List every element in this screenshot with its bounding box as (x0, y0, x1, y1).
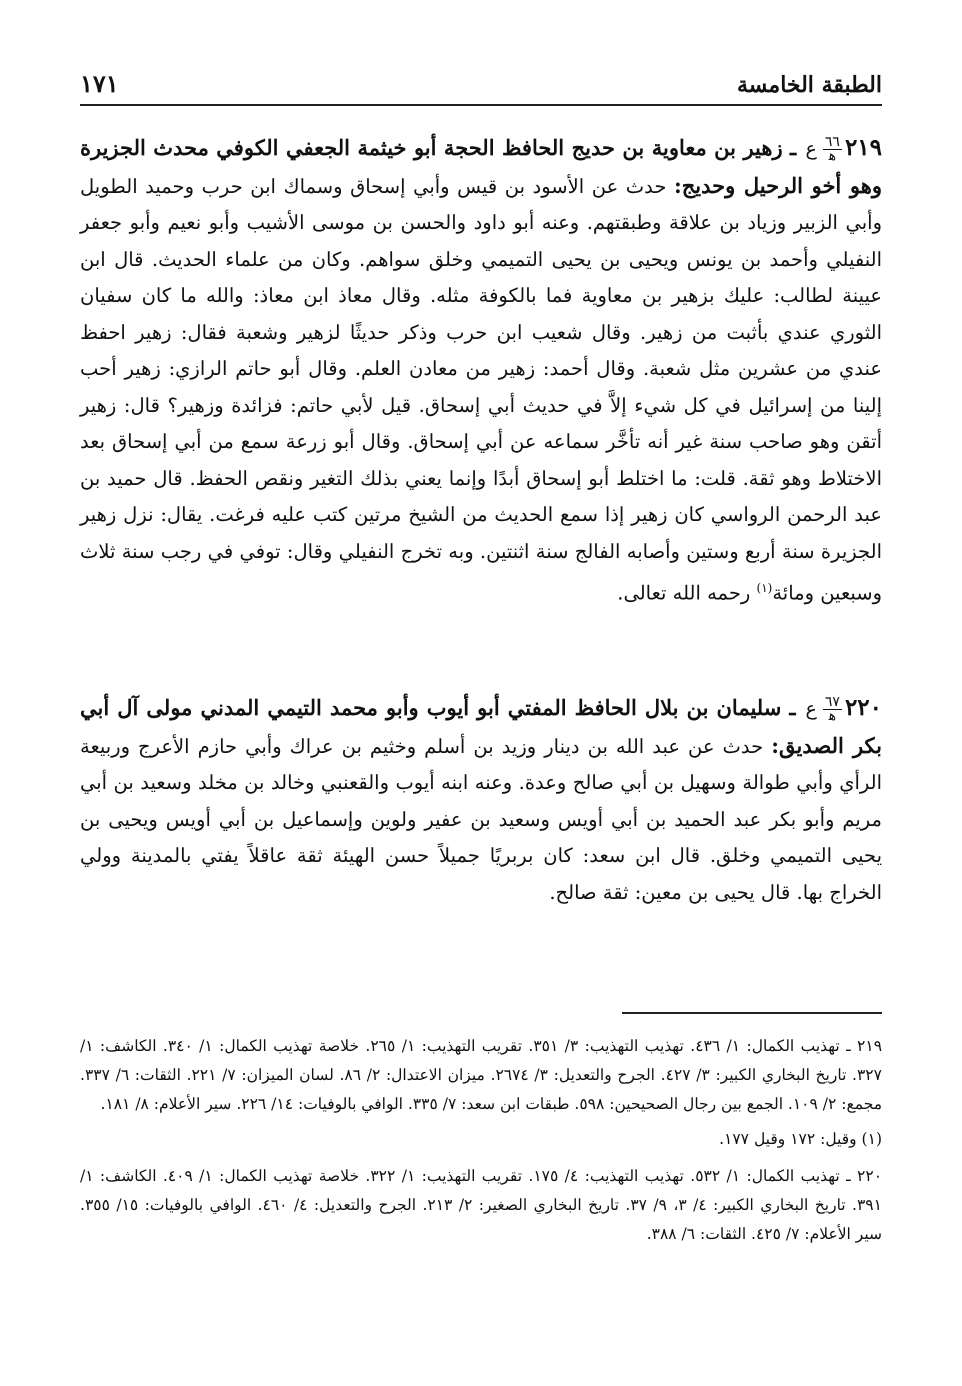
entry-ending: رحمه الله تعالى. (617, 581, 757, 605)
entry-code-fraction (823, 136, 842, 163)
entry-body: حدث عن عبد الله بن دينار وزيد بن أسلم وخثيم بن عراك وأبي حازم الأعرج وربيعة الرأي وأبي طوالة وسهيل بن أبي صالح وعدة. وعنه ابنه أيوب والقعنبي وخالد بن مخلد وسعيد بن أبي مريم وأبو بكر عبد الحميد بن أبي أويس وسعيد بن عفير ولوين وإسماعيل بن أبي أويس ويحيى بن يحيى التميمي وخلق. قال ابن سعد: كان بربريًا جميلاً حسن الهيئة ثقة عاقلاً يفتي بالمدينة وولي الخراج بها. قال يحيى بن معين: ثقة صالح. (80, 734, 882, 904)
entry-number: ٢١٩ (844, 134, 882, 161)
entry-body: حدث عن الأسود بن قيس وأبي إسحاق وسماك ابن حرب وحميد الطويل وأبي الزبير وزياد بن علاقة وطبقتهم. وعنه أبو داود والحسن بن موسى الأشيب وأبو نعيم وأبو جعفر النفيلي وأحمد بن يونس ويحيى بن يحيى التميمي وخلق سواهم. وكان من علماء الحديث. قال ابن عيينة لطالب: عليك بزهير بن معاوية فما بالكوفة مثله. وقال معاذ ابن معاذ: والله ما كان سفيان الثوري عندي بأثبت من زهير. وقال شعيب ابن حرب وذكر حديثًا لزهير وشعبة فقال: زهير احفظ عندي من عشرين مثل شعبة. وقال أحمد: زهير من معادن العلم. وقال أبو حاتم الرازي: زهير أحب إلينا من إسرائيل في كل شيء إلاَّ في حديث أبي إسحاق. قيل لأبي حاتم: فزائدة وزهير؟ قال: زهير أتقن وهو صاحب سنة غير أنه تأخَّر سماعه عن أبي إسحاق. وقال أبو زرعة سمع من أبي إسحاق بعد الاختلاط وهو ثقة. قلت: ما اختلط أبو إسحاق أبدًا وإنما يعني بذلك التغير ونقص الحفظ. قال حميد بن عبد الرحمن الرواسي كان زهير إذا سمع الحديث من الشيخ مرتين كتب عليه فرغت. يقال: نزل زهير الجزيرة سنة أربع وستين وأصابه الفالج سنة اثنتين. وبه تخرج النفيلي وقال: توفي في رجب سنة ثلاث وسبعين ومائة (80, 174, 882, 605)
fraction-bottom: ﻫ (828, 708, 837, 724)
fraction-top: ٦٧ (824, 694, 840, 710)
entry-name: ـ سليمان بن بلال الحافظ المفتي أبو أيوب وأبو محمد التيمي المدني مولى آل أبي بكر الصديق: (80, 695, 882, 758)
entry-paragraph (80, 690, 882, 911)
entry-name: ـ زهير بن معاوية بن حديج الحافظ الحجة أبو خيثمة الجعفي الكوفي محدث الجزيرة وهو أخو الرحيل وحديج: (80, 135, 882, 198)
biography-entry-220 (80, 690, 882, 911)
entry-code-letter: ع (805, 698, 817, 720)
entry-code-letter: ع (805, 138, 817, 160)
footnotes (80, 1032, 882, 1249)
section-title: الطبقة الخامسة (736, 72, 882, 98)
fraction-top: ٦٦ (824, 134, 840, 150)
footnote-divider (622, 1012, 882, 1014)
reference-note-219: ٢١٩ ـ تهذيب الكمال: ١/ ٤٣٦. تهذيب التهذيب: ٣/ ٣٥١. تقريب التهذيب: ١/ ٢٦٥. خلاصة تهذيب الكمال: ١/ ٣٤٠. الكاشف: ١/ ٣٢٧. تاريخ البخاري الكبير: ٣/ ٤٢٧. الجرح والتعديل: ٣/ ٢٦٧٤. ميزان الاعتدال: ٢/ ٨٦. لسان الميزان: ٧/ ٢٢١. الثقات: ٦/ ٣٣٧. مجمع: ٢/ ١٠٩. الجمع بين رجال الصحيحين: ٥٩٨. طبقات ابن سعد: ٧/ ٣٣٥. الوافي بالوفيات: ١٤/ ٢٢٦. سير الأعلام: ٨/ ١٨١. (80, 1037, 883, 1113)
footnote-1: (١) وقيل: ١٧٢ وقيل ١٧٧. (719, 1130, 882, 1148)
footnote-mark: (١) (756, 581, 773, 595)
entry-number: ٢٢٠ (844, 694, 882, 721)
page-number: ١٧١ (80, 69, 119, 98)
fraction-bottom: ﻫ (828, 148, 837, 164)
entry-paragraph (80, 130, 882, 612)
reference-note-220: ٢٢٠ ـ تهذيب الكمال: ١/ ٥٣٢. تهذيب التهذيب: ٤/ ١٧٥. تقريب التهذيب: ١/ ٣٢٢. خلاصة تهذيب الكمال: ١/ ٤٠٩. الكاشف: ١/ ٣٩١. تاريخ البخاري الكبير: ٤/ ٣، ٩/ ٣٧. تاريخ البخاري الصغير: ٢/ ٢١٣. الجرح والتعديل: ٤/ ٤٦٠. الوافي بالوفيات: ١٥/ ٣٥٥. سير الأعلام: ٧/ ٤٢٥. الثقات: ٦/ ٣٨٨. (80, 1167, 883, 1243)
running-header (80, 58, 882, 106)
biography-entry-219 (80, 130, 882, 612)
entry-code-fraction (823, 696, 842, 723)
